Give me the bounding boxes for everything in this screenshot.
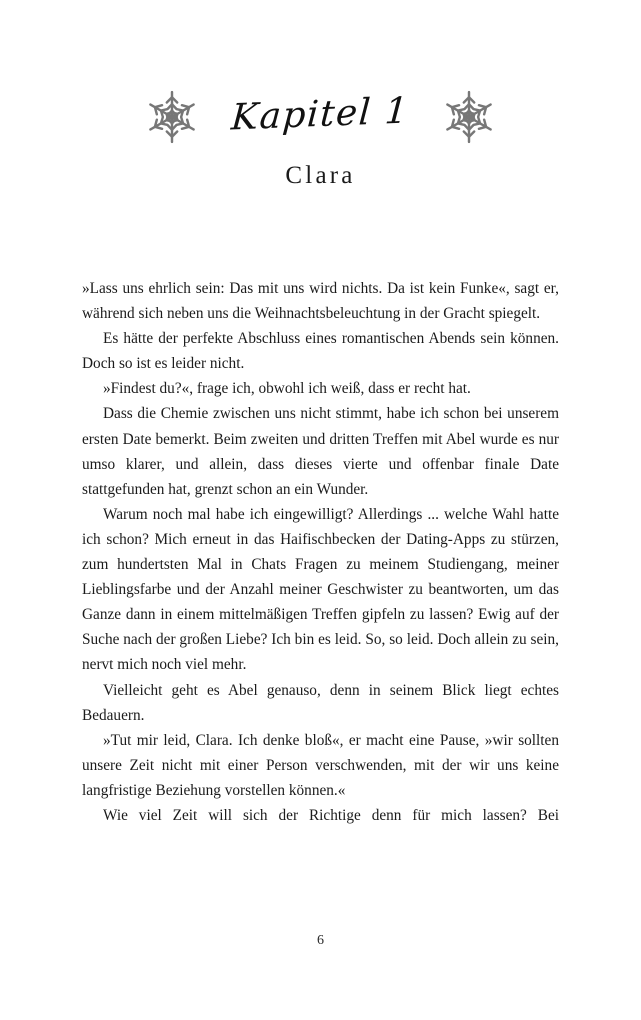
chapter-heading bbox=[0, 82, 641, 152]
paragraph: Wie viel Zeit will sich der Richtige denn für mich lassen? Bei bbox=[103, 806, 559, 824]
pov-character-name: Clara bbox=[285, 162, 356, 189]
paragraph: Warum noch mal habe ich eingewilligt? Allerdings ... welche Wahl hatte ich schon? Mich erneut in das Haifischbecken der Dating-Apps zu stürzen, zum hundertsten Mal in Chats Fragen zu meinem Studiengang, meiner Lieblingsfarbe und der Anzahl meiner Geschwister zu beantworten, um das Ganze dann in einem mittelmäßigen Treffen gipfeln zu lassen? Ewig auf der Suche nach der großen Liebe? Ich bin es leid. So, so leid. Doch allein zu sein, nervt mich noch viel mehr. bbox=[82, 505, 559, 674]
body-text bbox=[82, 276, 559, 853]
chapter-title: Kapitel 1 bbox=[230, 90, 411, 139]
snowflake-icon bbox=[143, 88, 201, 146]
paragraph: »Lass uns ehrlich sein: Das mit uns wird nichts. Da ist kein Funke«, sagt er, während sich neben uns die Weihnachtsbeleuchtung in der Gracht spiegelt. bbox=[82, 280, 559, 323]
snowflake-icon bbox=[440, 88, 498, 146]
paragraph: Es hätte der perfekte Abschluss eines romantischen Abends sein können. Doch so ist es leider nicht. bbox=[82, 330, 559, 373]
paragraph: Vielleicht geht es Abel genauso, denn in seinem Blick liegt echtes Bedauern. bbox=[82, 681, 559, 724]
page-number: 6 bbox=[317, 933, 324, 948]
paragraph: »Findest du?«, frage ich, obwohl ich weiß, dass er recht hat. bbox=[103, 380, 471, 398]
paragraph: »Tut mir leid, Clara. Ich denke bloß«, er macht eine Pause, »wir sollten unsere Zeit nicht mit einer Person verschwenden, mit der wir uns keine langfristige Beziehung vorstellen können.« bbox=[82, 731, 559, 799]
paragraph: Dass die Chemie zwischen uns nicht stimmt, habe ich schon bei unserem ersten Date bemerkt. Beim zweiten und dritten Treffen mit Abel wurde es nur umso klarer, und allein, dass dieses vierte und offenbar finale Date stattgefunden hat, grenzt schon an ein Wunder. bbox=[82, 405, 559, 498]
